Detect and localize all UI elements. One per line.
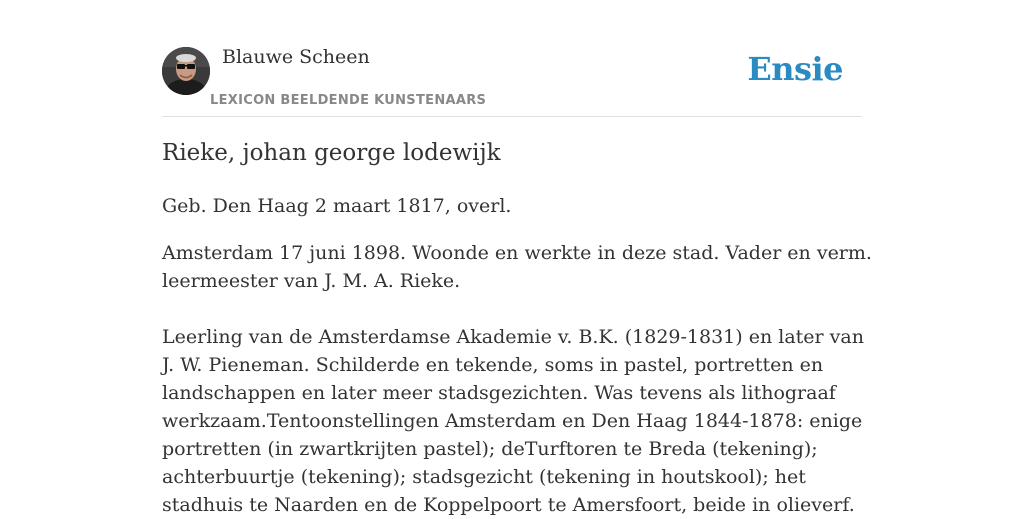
article-paragraph-1: Geb. Den Haag 2 maart 1817, overl. (162, 195, 512, 217)
header (162, 0, 862, 117)
article-paragraph-3: Leerling van de Amsterdamse Akademie v. B.K. (1829-1831) en later van J. W. Pieneman. Schilderde en tekende, soms in pastel, portretten en landschappen en later meer stadsgezichten. Was tevens als lithograaf werkzaam.Tentoonstellingen Amsterdam en Den Haag 1844-1878: enige portretten (in zwartkrijten pastel); deTurftoren te Breda (tekening); achterbuurtje (tekening); stadsgezicht (tekening in houtskool); het stadhuis te Naarden en de Koppelpoort te Amersfoort, beide in olieverf. (162, 326, 864, 516)
brand-logo[interactable]: Ensie (747, 50, 843, 88)
author-avatar[interactable] (162, 47, 210, 95)
category-label[interactable]: LEXICON BEELDENDE KUNSTENAARS (210, 93, 487, 108)
page-container (162, 0, 872, 516)
author-name[interactable]: Blauwe Scheen (222, 46, 370, 68)
page-title: Rieke, johan george lodewijk (162, 140, 501, 166)
article-paragraph-2: Amsterdam 17 juni 1898. Woonde en werkte in deze stad. Vader en verm. leermeester van J. M. A. Rieke. (162, 242, 872, 292)
avatar-portrait-icon (162, 47, 210, 95)
